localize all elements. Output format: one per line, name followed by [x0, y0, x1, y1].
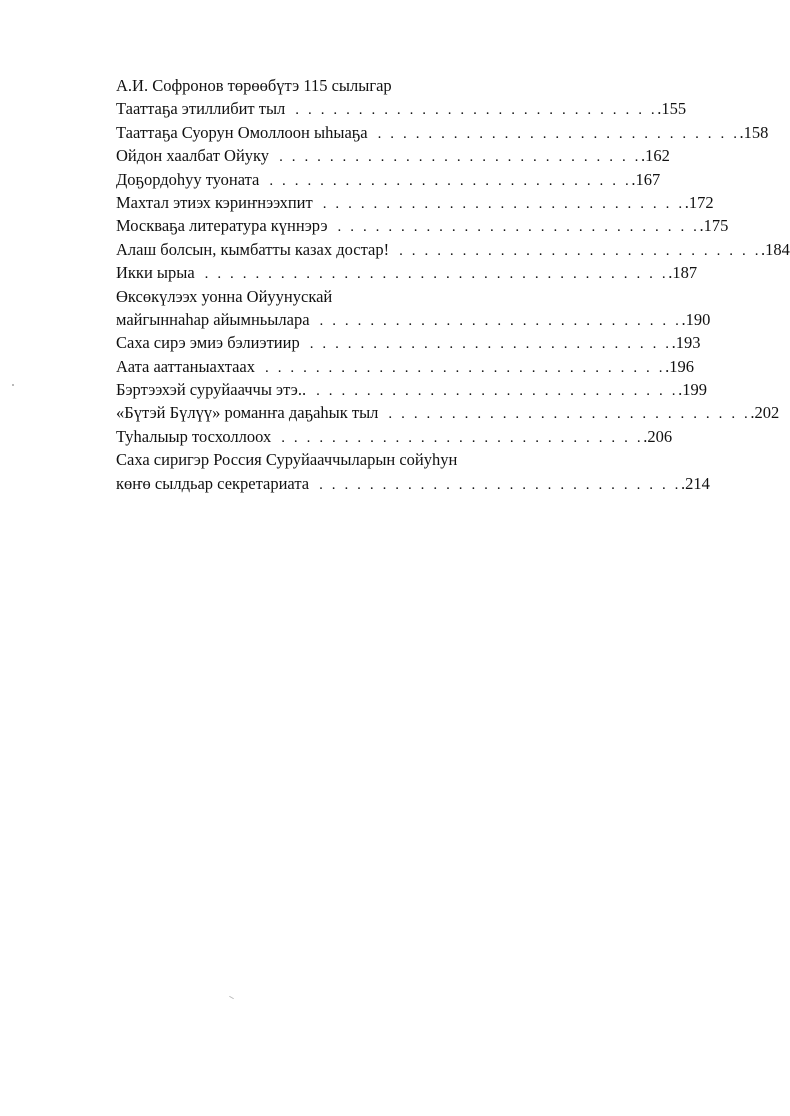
toc-entry[interactable]: [116, 191, 714, 214]
toc-entry-title: Ойдон хаалбат Ойуку: [116, 146, 270, 166]
toc-entry-title: Аата ааттаныахтаах: [116, 356, 256, 376]
toc-page-number: .187: [668, 263, 698, 283]
toc-entry-title: А.И. Софронов төрөөбүтэ 115 сылыгар: [116, 76, 392, 95]
toc-page-number: .184: [761, 239, 790, 259]
toc-entry[interactable]: [116, 144, 670, 167]
toc-entry[interactable]: [116, 448, 562, 471]
toc-entry-title: Туһалыыр тосхоллоох: [116, 426, 272, 446]
dot-leader: . . . . . . . . . . . . . . . . . . . . . . . . . . . . .: [377, 125, 740, 142]
dot-leader: . . . . . . . . . . . . . . . . . . . . . . . . . . . . .: [295, 102, 658, 119]
dot-leader: . . . . . . . . . . . . . . . . . . . . . . . . . . . . .: [316, 383, 679, 400]
toc-entry-title: көҥө сылдьар секретариата: [116, 473, 310, 493]
toc-entry-title: Тааттаҕа Суорун Омоллоон ыһыаҕа: [116, 122, 368, 142]
toc-entry-title: «Бүтэй Бүлүү» романҥа даҕаһык тыл: [116, 403, 379, 423]
toc-page-number: .214: [681, 473, 710, 493]
dot-leader: . . . . . . . . . . . . . . . . . . . . . . . . . . . . .: [337, 219, 700, 236]
toc-entry[interactable]: [116, 168, 661, 191]
toc-entry-title: майгыннаһар айымньылара: [116, 309, 310, 329]
toc-page-number: .162: [641, 146, 670, 166]
dot-leader: . . . . . . . . . . . . . . . . . . . . . . . . . . . . .: [279, 149, 642, 166]
toc-entry[interactable]: [116, 472, 710, 495]
scan-speck: [229, 996, 234, 999]
toc-page-number: .172: [684, 192, 714, 212]
dot-leader: . . . . . . . . . . . . . . . . . . . . . . . . . . . . .: [399, 242, 762, 259]
toc-page-number: .158: [739, 122, 769, 142]
toc-entry-title: Москваҕа литература күннэрэ: [116, 216, 328, 236]
toc-page-number: .206: [643, 426, 673, 446]
toc-entry-title: Саха сиригэр Россия Суруйааччыларын сойуһун: [116, 450, 458, 470]
toc-entry-title: Өксөкүлээх уонна Ойуунускай: [116, 286, 333, 306]
toc-entry-title: Бэртээхэй суруйааччы этэ..: [116, 380, 307, 400]
toc-entry[interactable]: [116, 261, 698, 284]
dot-leader: . . . . . . . . . . . . . . . . . . . . . . . . . . . . .: [322, 195, 685, 212]
toc-entry[interactable]: [116, 331, 701, 354]
toc-page-number: .155: [657, 99, 687, 119]
toc-entry-title: Тааттаҕа этиллибит тыл: [116, 99, 286, 119]
table-of-contents: [116, 74, 790, 495]
toc-page-number: .199: [678, 380, 707, 400]
toc-entry-title: Доҕордоһуу туоната: [116, 169, 260, 189]
dot-leader: . . . . . . . . . . . . . . . . . . . . . . . . . . . . . . . .: [265, 359, 666, 376]
toc-entry[interactable]: [116, 425, 673, 448]
toc-entry[interactable]: [116, 308, 711, 331]
dot-leader: . . . . . . . . . . . . . . . . . . . . . . . . . . . . . . . . . . . . .: [204, 266, 669, 283]
toc-entry-title: Саха сирэ эмиэ бэлиэтиир: [116, 333, 300, 353]
toc-entry[interactable]: [116, 238, 790, 261]
dot-leader: . . . . . . . . . . . . . . . . . . . . . . . . . . . . .: [309, 336, 672, 353]
toc-page-number: .196: [665, 356, 694, 376]
dot-leader: . . . . . . . . . . . . . . . . . . . . . . . . . . . . .: [388, 406, 751, 423]
dot-leader: . . . . . . . . . . . . . . . . . . . . . . . . . . . . .: [319, 476, 682, 493]
toc-entry[interactable]: [116, 378, 707, 401]
toc-entry[interactable]: [116, 121, 769, 144]
toc-entry[interactable]: [116, 74, 562, 97]
toc-entry-title: Махтал этиэх кэриҥнээхпит: [116, 192, 313, 212]
scan-speck: [12, 384, 14, 386]
dot-leader: . . . . . . . . . . . . . . . . . . . . . . . . . . . . .: [281, 429, 644, 446]
toc-entry[interactable]: [116, 401, 780, 424]
toc-page-number: .190: [681, 309, 711, 329]
toc-entry-title: Алаш болсын, кымбатты казах достар!: [116, 239, 390, 259]
toc-entry[interactable]: [116, 214, 729, 237]
toc-page-number: .193: [671, 333, 701, 353]
toc-entry[interactable]: [116, 285, 562, 308]
dot-leader: . . . . . . . . . . . . . . . . . . . . . . . . . . . . .: [319, 312, 682, 329]
toc-page-number: .175: [699, 216, 729, 236]
toc-entry-title: Икки ырыа: [116, 263, 195, 283]
toc-page-number: .202: [750, 403, 780, 423]
toc-entry[interactable]: [116, 355, 694, 378]
toc-page-number: .167: [631, 169, 661, 189]
toc-entry[interactable]: [116, 97, 687, 120]
dot-leader: . . . . . . . . . . . . . . . . . . . . . . . . . . . . .: [269, 172, 632, 189]
